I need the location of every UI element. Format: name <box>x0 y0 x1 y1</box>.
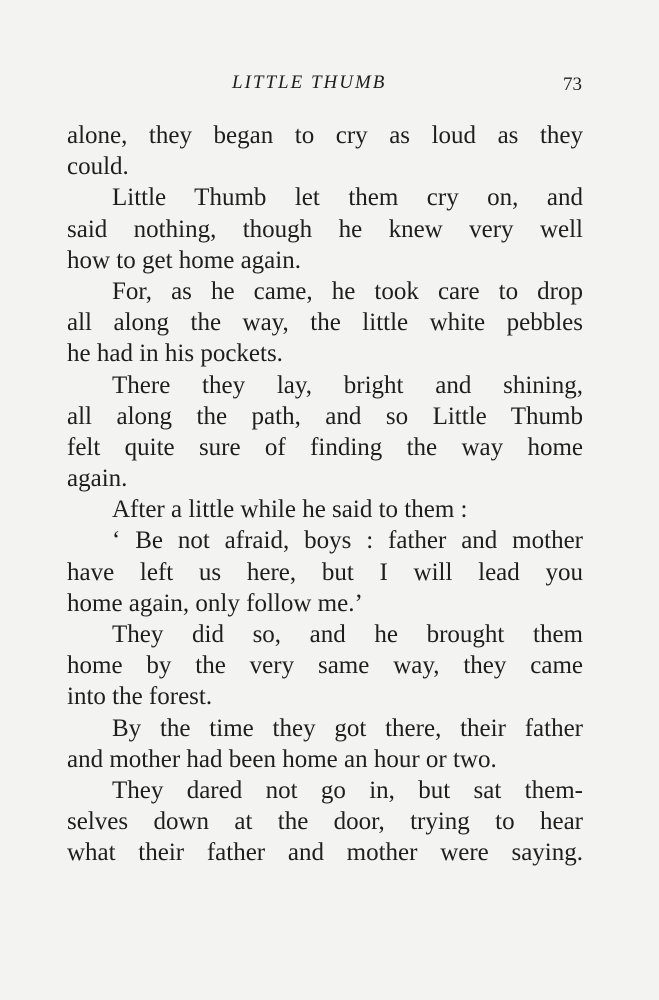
text-line: could. <box>67 153 129 181</box>
text-line: he had in his pockets. <box>67 340 283 368</box>
text-line: and mother had been home an hour or two. <box>67 745 497 773</box>
running-title: LITTLE THUMB <box>232 72 387 93</box>
text-line: They dared not go in, but sat them- <box>112 776 583 804</box>
text-line: After a little while he said to them : <box>112 496 468 524</box>
text-line: all along the way, the little white pebbles <box>67 309 583 337</box>
text-line: what their father and mother were saying. <box>67 839 583 867</box>
page-number: 73 <box>563 74 582 95</box>
text-line: ‘ Be not afraid, boys : father and mother <box>112 527 583 555</box>
text-line: felt quite sure of finding the way home <box>67 433 583 461</box>
text-line: They did so, and he brought them <box>112 621 583 648</box>
running-head <box>0 72 659 102</box>
text-line: all along the path, and so Little Thumb <box>67 402 583 430</box>
text-line: have left us here, but I will lead you <box>67 558 583 586</box>
text-line: selves down at the door, trying to hear <box>67 808 583 836</box>
text-line: how to get home again. <box>67 246 301 274</box>
text-line: By the time they got there, their father <box>112 714 583 742</box>
text-line: home again, only follow me.’ <box>67 589 363 617</box>
text-line: into the forest. <box>67 683 213 711</box>
text-line: said nothing, though he knew very well <box>67 215 583 243</box>
text-line: home by the very same way, they came <box>67 652 583 680</box>
text-line: again. <box>67 465 128 493</box>
text-line: There they lay, bright and shining, <box>112 371 583 399</box>
text-line: alone, they began to cry as loud as they <box>67 122 583 149</box>
body-text <box>67 120 583 869</box>
text-line: Little Thumb let them cry on, and <box>112 184 583 212</box>
text-line: For, as he came, he took care to drop <box>112 277 583 305</box>
